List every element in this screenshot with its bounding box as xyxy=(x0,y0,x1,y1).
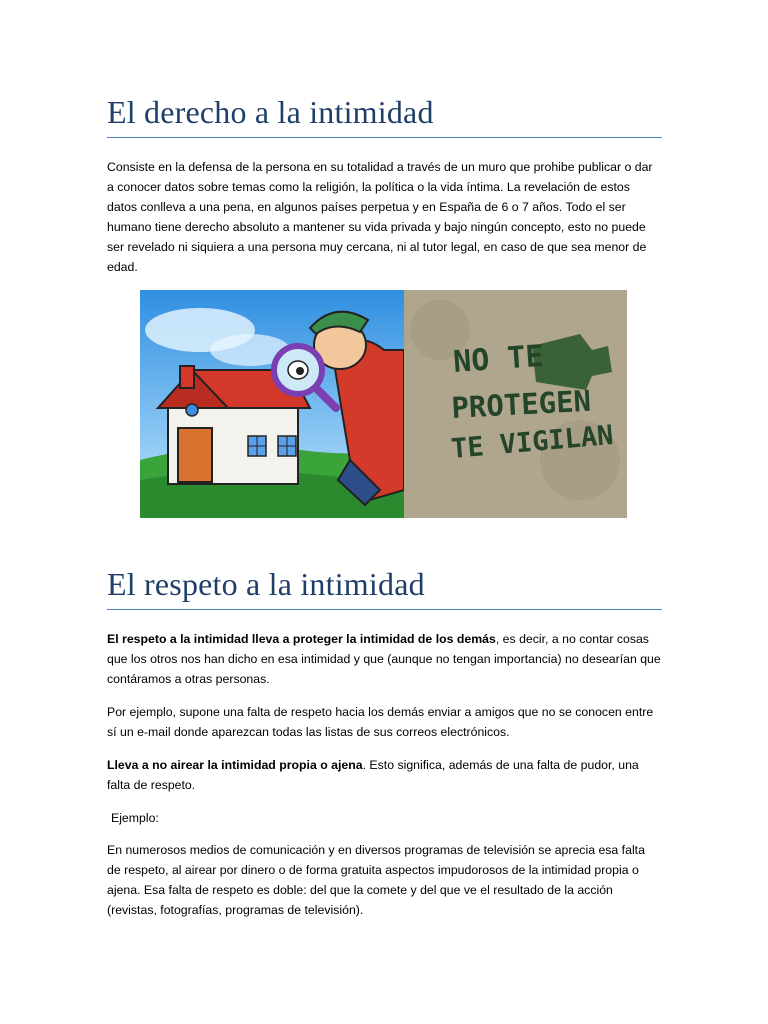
paragraph-derecho: Consiste en la defensa de la persona en su totalidad a través de un muro que prohibe publicar o dar a conocer datos sobre temas como la religión, la política o la vida íntima. La revelación de estos datos conlleva a una pena, en algunos países perpetua y en España de 6 o 7 años. Todo el ser humano tiene derecho absoluto a mantener su vida privada y bajo ningún concepto, esto no puede ser revelado ni siquiera a una persona muy cercana, ni al tutor legal, en caso de que sea menor de edad. xyxy=(107,160,653,274)
paragraph-respeto-1-bold: El respeto a la intimidad lleva a proteger la intimidad de los demás xyxy=(107,632,496,646)
paragraph-ejemplo-label: Ejemplo: xyxy=(111,811,159,825)
paragraph-respeto-3-rest: . Esto significa, además de una falta de pudor, una falta de respeto. xyxy=(107,758,639,792)
graffiti-text-line1: NO TE xyxy=(452,338,545,380)
graffiti-wall-image xyxy=(404,290,627,518)
paragraph-respeto-3-bold: Lleva a no airear la intimidad propia o ajena xyxy=(107,758,363,772)
paragraph-respeto-3 xyxy=(107,755,662,795)
cartoon-house-magnifier-image xyxy=(140,290,404,518)
section-heading-derecho: El derecho a la intimidad xyxy=(107,94,662,138)
paragraph-respeto-4: En numerosos medios de comunicación y en diversos programas de televisión se aprecia esa falta de respeto, al airear por dinero o de forma gratuita aspectos impudorosos de la intimidad propia o ajena. Esa falta de respeto es doble: del que la comete y del que ve el resultado de la acción (revistas, fotografías, programas de televisión). xyxy=(107,843,645,917)
graffiti-text-line2: PROTEGEN xyxy=(450,383,592,425)
graffiti-text-line3: TE VIGILAN xyxy=(449,419,615,465)
section-heading-respeto: El respeto a la intimidad xyxy=(107,566,662,610)
illustration-figure xyxy=(140,290,627,518)
paragraph-respeto-1-rest: , es decir, a no contar cosas que los otros nos han dicho en esa intimidad y que (aunque no tengan importancia) no desearían que contáramos a otras personas. xyxy=(107,632,661,686)
paragraph-respeto-2: Por ejemplo, supone una falta de respeto hacia los demás enviar a amigos que no se conocen entre sí un e-mail donde aparezcan todas las listas de sus correos electrónicos. xyxy=(107,705,654,739)
paragraph-respeto-1 xyxy=(107,629,662,689)
